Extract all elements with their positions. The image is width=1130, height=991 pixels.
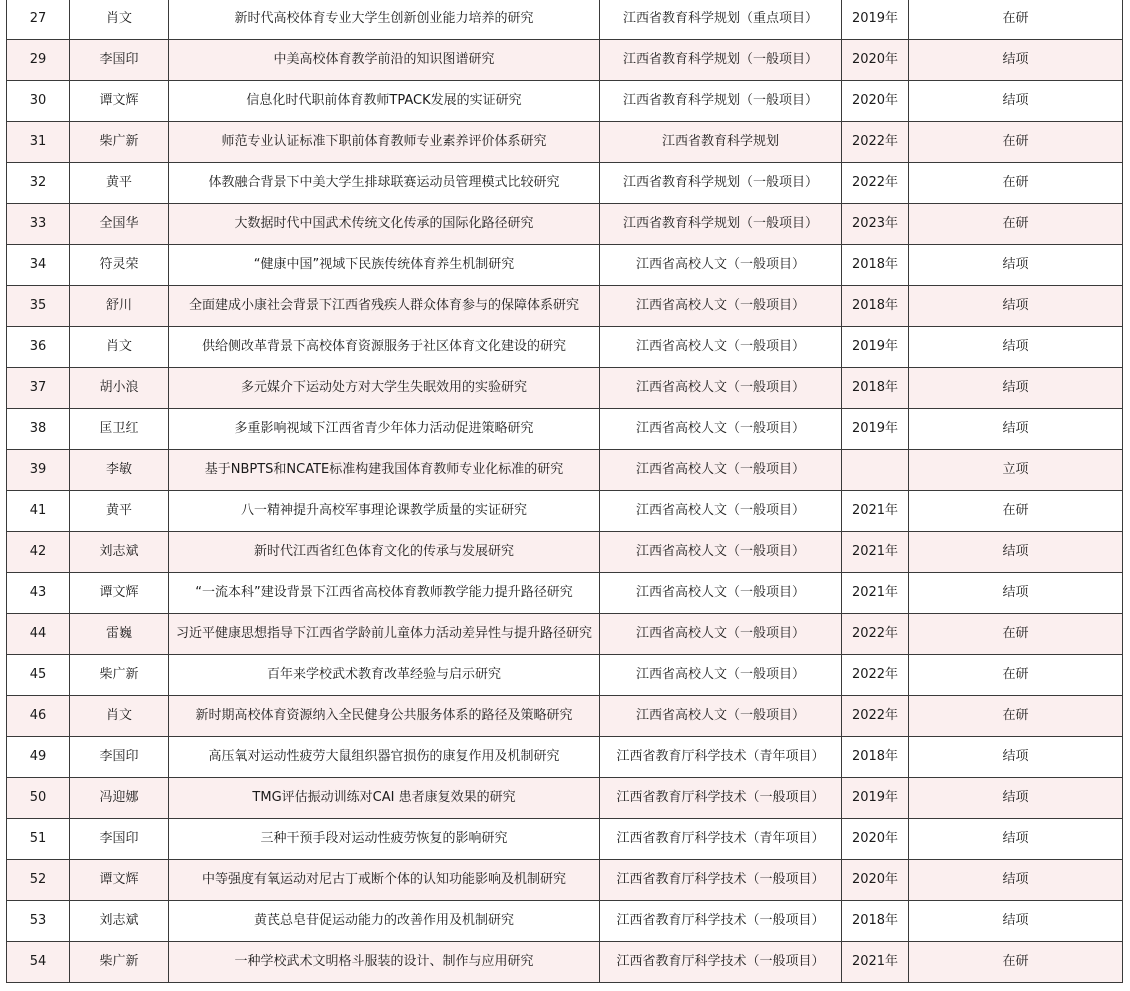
cell-name: 黄平 (70, 163, 169, 204)
cell-title: 习近平健康思想指导下江西省学龄前儿童体力活动差异性与提升路径研究 (169, 614, 600, 655)
cell-title: 黄芪总皂苷促运动能力的改善作用及机制研究 (169, 901, 600, 942)
cell-year: 2021年 (842, 532, 909, 573)
cell-name: 肖文 (70, 696, 169, 737)
cell-year: 2020年 (842, 40, 909, 81)
cell-no: 37 (7, 368, 70, 409)
cell-title: 信息化时代职前体育教师TPACK发展的实证研究 (169, 81, 600, 122)
cell-name: 刘志斌 (70, 901, 169, 942)
table-row (7, 81, 1123, 122)
cell-status: 在研 (909, 122, 1123, 163)
table-row (7, 819, 1123, 860)
cell-status: 结项 (909, 778, 1123, 819)
cell-no: 52 (7, 860, 70, 901)
table-row (7, 491, 1123, 532)
project-table-container (6, 0, 1122, 983)
table-row (7, 901, 1123, 942)
cell-title: 新时代江西省红色体育文化的传承与发展研究 (169, 532, 600, 573)
cell-name: 柴广新 (70, 122, 169, 163)
cell-category: 江西省高校人文（一般项目） (600, 491, 842, 532)
cell-category: 江西省教育科学规划 (600, 122, 842, 163)
cell-status: 在研 (909, 655, 1123, 696)
cell-year: 2019年 (842, 409, 909, 450)
cell-year: 2023年 (842, 204, 909, 245)
cell-category: 江西省教育厅科学技术（一般项目） (600, 942, 842, 983)
cell-status: 结项 (909, 245, 1123, 286)
cell-title: 供给侧改革背景下高校体育资源服务于社区体育文化建设的研究 (169, 327, 600, 368)
cell-no: 27 (7, 0, 70, 40)
cell-year: 2021年 (842, 942, 909, 983)
cell-no: 43 (7, 573, 70, 614)
table-row (7, 737, 1123, 778)
cell-title: 基于NBPTS和NCATE标准构建我国体育教师专业化标准的研究 (169, 450, 600, 491)
cell-category: 江西省高校人文（一般项目） (600, 327, 842, 368)
cell-title: 体教融合背景下中美大学生排球联赛运动员管理模式比较研究 (169, 163, 600, 204)
cell-status: 结项 (909, 409, 1123, 450)
cell-category: 江西省教育科学规划（一般项目） (600, 40, 842, 81)
cell-title: 新时代高校体育专业大学生创新创业能力培养的研究 (169, 0, 600, 40)
cell-year: 2019年 (842, 0, 909, 40)
cell-name: 胡小浪 (70, 368, 169, 409)
table-row (7, 0, 1123, 40)
cell-no: 53 (7, 901, 70, 942)
cell-year: 2022年 (842, 122, 909, 163)
cell-year: 2021年 (842, 573, 909, 614)
cell-status: 结项 (909, 819, 1123, 860)
cell-status: 结项 (909, 860, 1123, 901)
table-row (7, 532, 1123, 573)
cell-name: 符灵荣 (70, 245, 169, 286)
cell-year: 2018年 (842, 368, 909, 409)
cell-status: 在研 (909, 942, 1123, 983)
cell-category: 江西省教育科学规划（一般项目） (600, 163, 842, 204)
cell-year: 2022年 (842, 655, 909, 696)
cell-name: 李敏 (70, 450, 169, 491)
table-row (7, 655, 1123, 696)
cell-status: 结项 (909, 286, 1123, 327)
cell-name: 谭文辉 (70, 573, 169, 614)
cell-title: 多重影响视域下江西省青少年体力活动促进策略研究 (169, 409, 600, 450)
table-row (7, 204, 1123, 245)
cell-title: 大数据时代中国武术传统文化传承的国际化路径研究 (169, 204, 600, 245)
cell-category: 江西省高校人文（一般项目） (600, 696, 842, 737)
table-row (7, 778, 1123, 819)
cell-no: 45 (7, 655, 70, 696)
cell-category: 江西省高校人文（一般项目） (600, 409, 842, 450)
cell-name: 谭文辉 (70, 860, 169, 901)
cell-name: 舒川 (70, 286, 169, 327)
table-row (7, 368, 1123, 409)
cell-status: 立项 (909, 450, 1123, 491)
cell-no: 49 (7, 737, 70, 778)
cell-name: 全国华 (70, 204, 169, 245)
cell-no: 50 (7, 778, 70, 819)
cell-no: 42 (7, 532, 70, 573)
cell-no: 34 (7, 245, 70, 286)
cell-year: 2019年 (842, 327, 909, 368)
cell-name: 黄平 (70, 491, 169, 532)
cell-status: 结项 (909, 81, 1123, 122)
table-row (7, 245, 1123, 286)
cell-name: 肖文 (70, 0, 169, 40)
cell-no: 51 (7, 819, 70, 860)
table-row (7, 573, 1123, 614)
cell-year: 2022年 (842, 614, 909, 655)
cell-no: 44 (7, 614, 70, 655)
cell-category: 江西省教育厅科学技术（青年项目） (600, 737, 842, 778)
cell-no: 32 (7, 163, 70, 204)
cell-no: 54 (7, 942, 70, 983)
cell-name: 柴广新 (70, 655, 169, 696)
cell-year: 2018年 (842, 737, 909, 778)
cell-no: 29 (7, 40, 70, 81)
cell-year: 2020年 (842, 819, 909, 860)
cell-status: 结项 (909, 368, 1123, 409)
cell-category: 江西省教育科学规划（重点项目） (600, 0, 842, 40)
cell-category: 江西省高校人文（一般项目） (600, 368, 842, 409)
cell-title: 一种学校武术文明格斗服装的设计、制作与应用研究 (169, 942, 600, 983)
cell-no: 30 (7, 81, 70, 122)
cell-category: 江西省教育厅科学技术（青年项目） (600, 819, 842, 860)
cell-category: 江西省高校人文（一般项目） (600, 245, 842, 286)
cell-year: 2018年 (842, 901, 909, 942)
table-row (7, 286, 1123, 327)
cell-category: 江西省高校人文（一般项目） (600, 532, 842, 573)
project-table-body (7, 0, 1123, 983)
cell-year: 2021年 (842, 491, 909, 532)
cell-name: 李国印 (70, 737, 169, 778)
table-row (7, 40, 1123, 81)
table-row (7, 122, 1123, 163)
table-row (7, 450, 1123, 491)
cell-status: 结项 (909, 901, 1123, 942)
cell-no: 31 (7, 122, 70, 163)
table-row (7, 942, 1123, 983)
cell-category: 江西省教育厅科学技术（一般项目） (600, 860, 842, 901)
cell-status: 结项 (909, 327, 1123, 368)
cell-category: 江西省教育厅科学技术（一般项目） (600, 901, 842, 942)
cell-year: 2020年 (842, 860, 909, 901)
cell-name: 李国印 (70, 40, 169, 81)
cell-status: 在研 (909, 491, 1123, 532)
cell-no: 36 (7, 327, 70, 368)
cell-status: 在研 (909, 204, 1123, 245)
cell-title: 多元媒介下运动处方对大学生失眠效用的实验研究 (169, 368, 600, 409)
cell-category: 江西省教育科学规划（一般项目） (600, 81, 842, 122)
table-row (7, 327, 1123, 368)
cell-no: 33 (7, 204, 70, 245)
cell-status: 结项 (909, 40, 1123, 81)
cell-status: 在研 (909, 163, 1123, 204)
cell-status: 结项 (909, 573, 1123, 614)
cell-title: 中美高校体育教学前沿的知识图谱研究 (169, 40, 600, 81)
cell-year (842, 450, 909, 491)
cell-title: 三种干预手段对运动性疲劳恢复的影响研究 (169, 819, 600, 860)
cell-title: 新时期高校体育资源纳入全民健身公共服务体系的路径及策略研究 (169, 696, 600, 737)
cell-title: “一流本科”建设背景下江西省高校体育教师教学能力提升路径研究 (169, 573, 600, 614)
cell-category: 江西省高校人文（一般项目） (600, 450, 842, 491)
cell-name: 冯迎娜 (70, 778, 169, 819)
cell-year: 2022年 (842, 696, 909, 737)
cell-title: 百年来学校武术教育改革经验与启示研究 (169, 655, 600, 696)
cell-name: 柴广新 (70, 942, 169, 983)
cell-title: TMG评估振动训练对CAI 患者康复效果的研究 (169, 778, 600, 819)
cell-title: 全面建成小康社会背景下江西省残疾人群众体育参与的保障体系研究 (169, 286, 600, 327)
cell-title: “健康中国”视域下民族传统体育养生机制研究 (169, 245, 600, 286)
cell-name: 谭文辉 (70, 81, 169, 122)
cell-category: 江西省高校人文（一般项目） (600, 655, 842, 696)
cell-name: 刘志斌 (70, 532, 169, 573)
cell-year: 2020年 (842, 81, 909, 122)
cell-category: 江西省高校人文（一般项目） (600, 573, 842, 614)
cell-category: 江西省教育科学规划（一般项目） (600, 204, 842, 245)
cell-status: 在研 (909, 614, 1123, 655)
cell-category: 江西省教育厅科学技术（一般项目） (600, 778, 842, 819)
cell-name: 匡卫红 (70, 409, 169, 450)
cell-title: 高压氧对运动性疲劳大鼠组织器官损伤的康复作用及机制研究 (169, 737, 600, 778)
cell-category: 江西省高校人文（一般项目） (600, 286, 842, 327)
table-row (7, 614, 1123, 655)
cell-year: 2018年 (842, 286, 909, 327)
cell-status: 结项 (909, 532, 1123, 573)
table-row (7, 163, 1123, 204)
cell-no: 35 (7, 286, 70, 327)
cell-name: 李国印 (70, 819, 169, 860)
cell-status: 结项 (909, 737, 1123, 778)
cell-no: 41 (7, 491, 70, 532)
project-table (6, 0, 1123, 983)
cell-name: 肖文 (70, 327, 169, 368)
table-row (7, 409, 1123, 450)
cell-no: 38 (7, 409, 70, 450)
cell-no: 39 (7, 450, 70, 491)
cell-year: 2019年 (842, 778, 909, 819)
cell-title: 中等强度有氧运动对尼古丁戒断个体的认知功能影响及机制研究 (169, 860, 600, 901)
cell-status: 在研 (909, 696, 1123, 737)
cell-year: 2022年 (842, 163, 909, 204)
table-row (7, 696, 1123, 737)
cell-category: 江西省高校人文（一般项目） (600, 614, 842, 655)
cell-title: 八一精神提升高校军事理论课教学质量的实证研究 (169, 491, 600, 532)
cell-no: 46 (7, 696, 70, 737)
cell-status: 在研 (909, 0, 1123, 40)
cell-title: 师范专业认证标准下职前体育教师专业素养评价体系研究 (169, 122, 600, 163)
cell-name: 雷巍 (70, 614, 169, 655)
table-row (7, 860, 1123, 901)
cell-year: 2018年 (842, 245, 909, 286)
